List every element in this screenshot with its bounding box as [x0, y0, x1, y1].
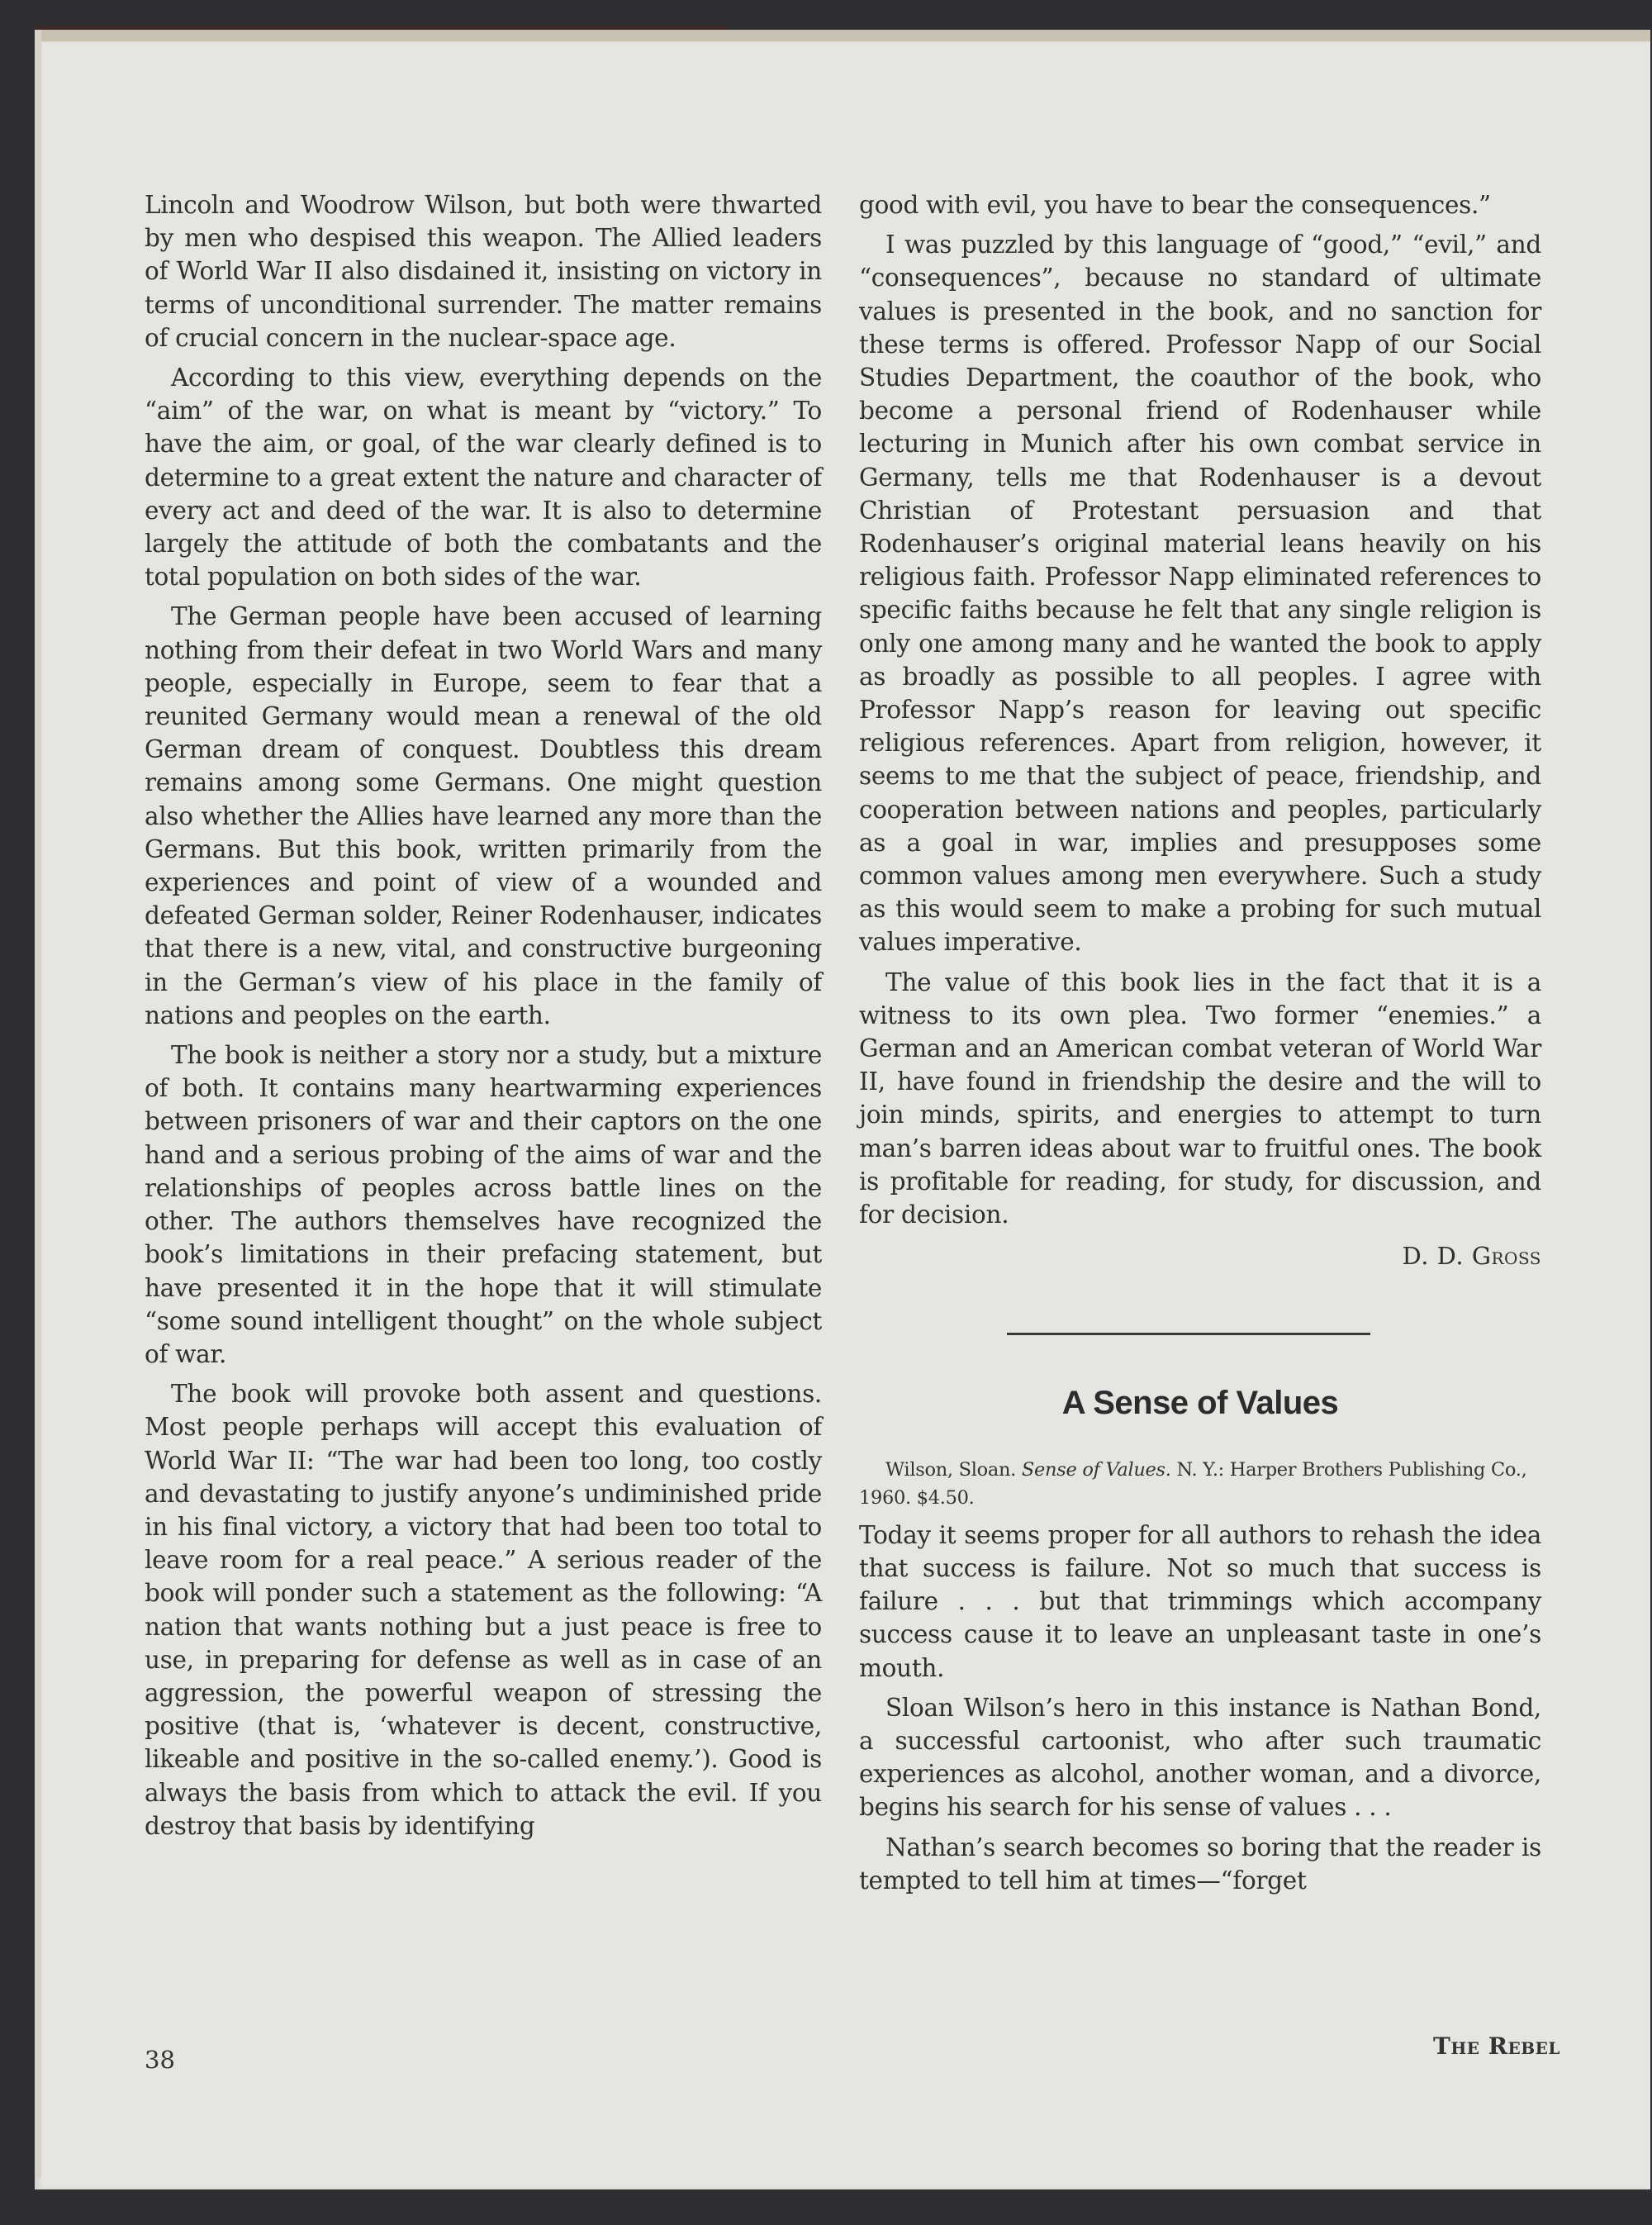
paragraph: Sloan Wilson’s hero in this instance is Nathan Bond, a successful cartoonist, who after such traumatic experiences as alcohol, another woman, and a divorce, begins his search for his sense of values . . . [859, 1693, 1541, 1822]
paragraph: good with evil, you have to bear the consequences.” [859, 191, 1491, 219]
left-column [145, 188, 822, 1842]
paragraph: The book is neither a story nor a study, but a mixture of both. It contains many heartwarming experiences between prisoners of war and their captors on the one hand and a serious probing of the aims of war and the relationships of peoples across battle lines on the other. The authors themselves have recognized the book’s limitations in their prefacing statement, but have presented it in the hope that it will stimulate “some sound intelligent thought” on the whole subject of war. [145, 1041, 822, 1368]
article-title: A Sense of Values [1061, 1384, 1339, 1421]
page-number: 38 [145, 2046, 175, 2074]
signature-name: Gross [1471, 1242, 1541, 1271]
review-signature [859, 1239, 1541, 1272]
citation-publisher: N. Y.: Harper Brothers Publishing Co., 1960. $4.50. [859, 1458, 1527, 1509]
paragraph: According to this view, everything depends on the “aim” of the war, on what is meant by “victory.” To have the aim, or goal, of the war clearly defined is to determine to a great extent the nature and character of every act and deed of the war. It is also to determine largely the attitude of both the combatants and the total population on both sides of the war. [145, 364, 822, 592]
paragraph: The value of this book lies in the fact that it is a witness to its own plea. Two former “enemies.” a German and an American combat veteran of World War II, have found in friendship the desire and the will to join minds, spirits, and energies to attempt to turn man’s barren ideas about war to fruitful ones. The book is profitable for reading, for study, for discussion, and for decision. [859, 967, 1541, 1229]
paragraph: Lincoln and Woodrow Wilson, but both were thwarted by men who despised this weapon. The Allied leaders of World War II also disdained it, insisting on victory in terms of unconditional surrender. The matter remains of crucial concern in the nuclear-space age. [145, 191, 822, 352]
signature-initials: D. D. [1402, 1242, 1464, 1271]
section-divider [1007, 1333, 1370, 1335]
paragraph: The German people have been accused of learning nothing from their defeat in two World Wars and many people, especially in Europe, seem to fear that a reunited Germany would mean a renewal of the old German dream of conquest. Doubtless this dream remains among some Germans. One might question also whether the Allies have learned any more than the Germans. But this book, written primarily from the experiences and point of view of a wounded and defeated German solder, Reiner Rodenhauser, indicates that there is a new, vital, and constructive burgeoning in the German’s view of his place in the family of nations and peoples on the earth. [145, 602, 822, 1029]
book-citation [859, 1456, 1541, 1512]
publication-name: The Rebel [1433, 2032, 1560, 2060]
paragraph: I was puzzled by this language of “good,” “evil,” and “consequences”, because no standard of ultimate values is presented in the book, and no sanction for these terms is offered. Professor Napp of our Social Studies Department, the coauthor of the book, who become a personal friend of Rodenhauser while lecturing in Munich after his own combat service in Germany, tells me that Rodenhauser is a devout Christian of Protestant persuasion and that Rodenhauser’s original material leans heavily on his religious faith. Professor Napp eliminated references to specific faiths because he felt that any single religion is only one among many and he wanted the book to apply as broadly as possible to all peoples. I agree with Professor Napp’s reason for leaving out specific religious references. Apart from religion, however, it seems to me that the subject of peace, friendship, and cooperation between nations and peoples, particularly as a goal in war, implies and presupposes some common values among men everywhere. Such a study as this would seem to make a probing for such mutual values imperative. [859, 231, 1541, 957]
paragraph: Nathan’s search becomes so boring that the reader is tempted to tell him at times—“forget [859, 1833, 1541, 1895]
paragraph: Today it seems proper for all authors to rehash the idea that success is failure. Not so much that success is failure . . . but that trimmings which accompany success cause it to leave an unpleasant taste in one’s mouth. [859, 1520, 1541, 1682]
citation-book-title: Sense of Values. [1021, 1458, 1171, 1481]
citation-author: Wilson, Sloan. [885, 1458, 1017, 1481]
page-gutter [35, 30, 41, 2178]
right-column [859, 188, 1541, 1897]
paragraph: The book will provoke both assent and questions. Most people perhaps will accept this evaluation of World War II: “The war had been too long, too costly and devastating to justify anyone’s undiminished pride in his final victory, a victory that had been too total to leave room for a real peace.” A serious reader of the book will ponder such a statement as the following: “A nation that wants nothing but a just peace is free to use, in preparing for defense as well as in case of an aggression, the powerful weapon of stressing the positive (that is, ‘whatever is decent, constructive, likeable and positive in the so-called enemy.’). Good is always the basis from which to attack the evil. If you destroy that basis by identifying [145, 1380, 822, 1840]
